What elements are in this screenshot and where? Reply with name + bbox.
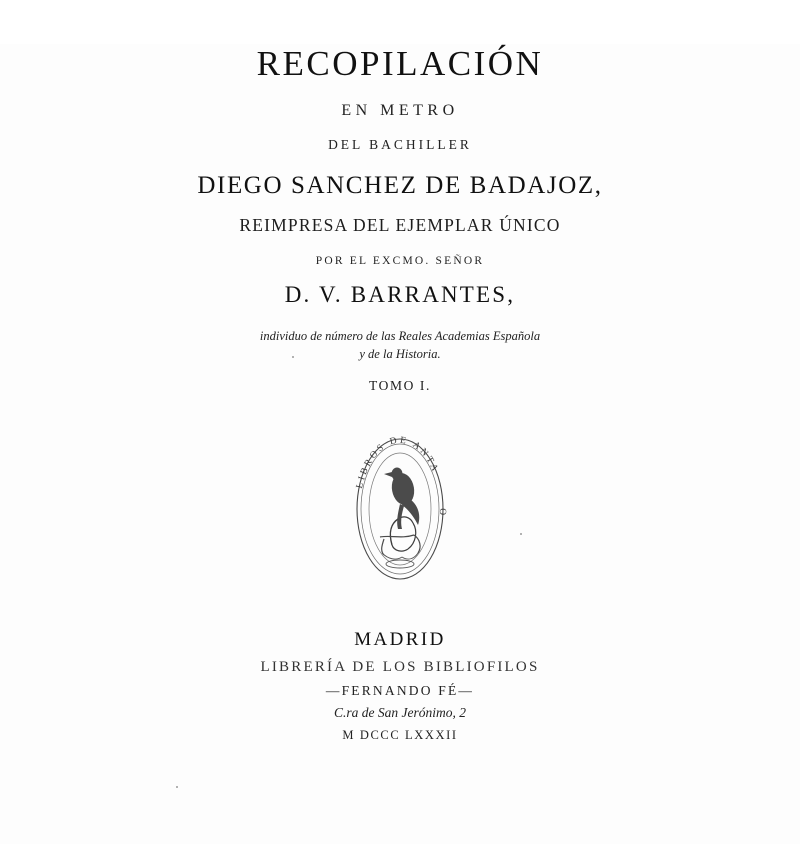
imprint-city: MADRID [354,629,446,650]
editor-name: D. V. BARRANTES, [284,282,516,307]
paper-speck [520,533,522,535]
page-title: RECOPILACIÓN [256,44,544,83]
svg-text:LIBROS DE ANTA O: LIBROS DE ANTA O [355,435,448,519]
byline-prefix: DEL BACHILLER [328,137,472,152]
editor-credentials [0,327,800,363]
paper-speck [176,786,178,788]
title-page [0,44,800,844]
publisher-device-icon [340,427,460,592]
editor-prefix: POR EL EXCMO. SEÑOR [315,255,485,267]
publisher-device [0,427,800,592]
imprint-address: C.ra de San Jerónimo, 2 [334,705,466,720]
edition-note: REIMPRESA DEL EJEMPLAR ÚNICO [239,215,561,235]
author-name: DIEGO SANCHEZ DE BADAJOZ, [197,172,603,199]
paper-speck [292,356,294,358]
imprint-block [0,629,800,743]
subtitle-meter: EN METRO [341,102,459,119]
imprint-year: M DCCC LXXXII [342,728,458,742]
editor-credentials-line-2: y de la Historia. [359,347,441,362]
editor-credentials-line-1: individuo de número de las Reales Academias Española [259,329,541,343]
imprint-shop: LIBRERÍA DE LOS BIBLIOFILOS [260,659,540,675]
volume-label: TOMO I. [369,378,431,394]
imprint-publisher: —FERNANDO FÉ— [325,683,475,698]
